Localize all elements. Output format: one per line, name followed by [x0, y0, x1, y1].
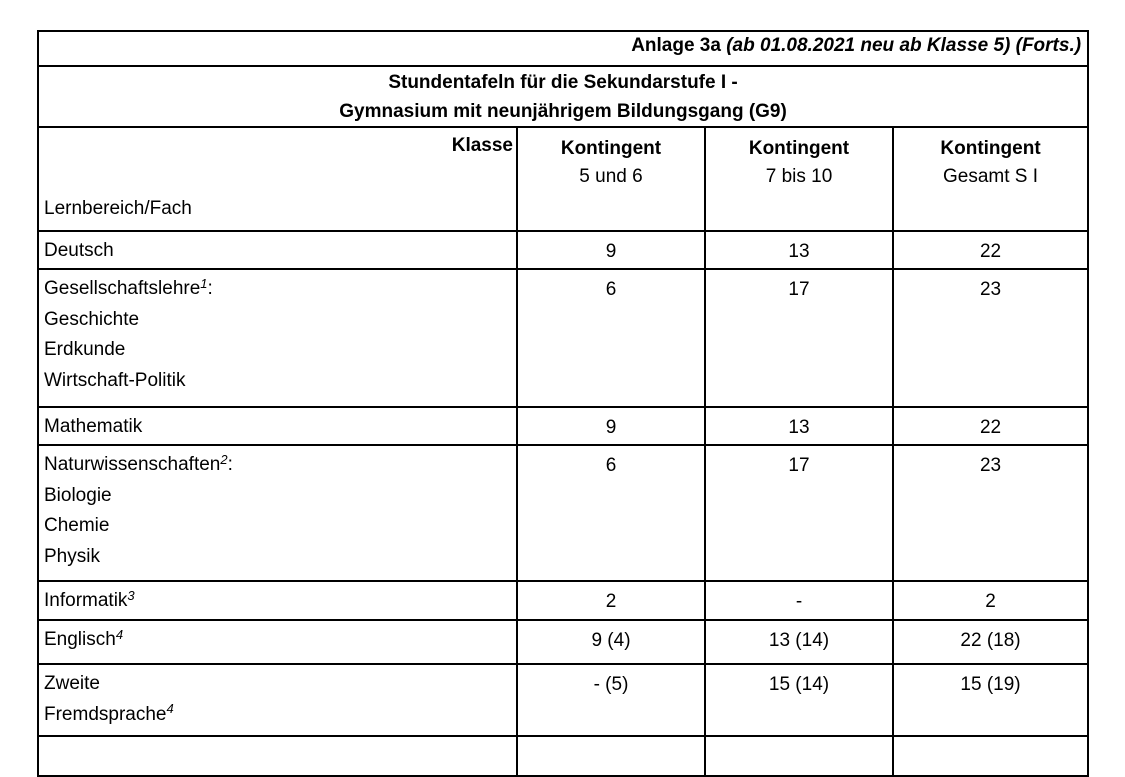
lernbereich-fach-label: Lernbereich/Fach: [44, 198, 192, 219]
column-header-kontingent-gesamt: [893, 127, 1088, 231]
document-title: [38, 66, 1088, 127]
value-cell: 13: [705, 407, 893, 445]
subject-cell: [38, 231, 517, 269]
subject-cell: [38, 664, 517, 736]
table-row-partial: [38, 736, 1088, 776]
value-cell: [705, 736, 893, 776]
subject-cell: [38, 736, 517, 776]
footnote-marker: 2: [220, 451, 228, 467]
table-row: [38, 445, 1088, 581]
subject-cell: [38, 620, 517, 664]
value-cell: 6: [517, 445, 705, 581]
value-cell: 13: [705, 231, 893, 269]
value-cell: 23: [893, 445, 1088, 581]
subject-line: Deutsch: [44, 240, 114, 261]
value-cell: [517, 736, 705, 776]
stundentafel-table: [37, 30, 1089, 777]
column-header-kontingent-5-6: [517, 127, 705, 231]
anlage-label: Anlage 3a: [631, 35, 721, 56]
footnote-marker: 4: [166, 701, 174, 717]
footnote-marker: 3: [127, 587, 135, 603]
value-cell: 2: [517, 581, 705, 620]
subject-line: Geschichte: [44, 308, 140, 330]
value-cell: 17: [705, 269, 893, 407]
subject-cell: [38, 407, 517, 445]
value-cell: 15 (19): [893, 664, 1088, 736]
table-row: [38, 231, 1088, 269]
subject-line: Wirtschaft-Politik: [44, 369, 186, 391]
subject-line: Fremdsprache$^4$: [44, 701, 174, 725]
subject-line: Naturwissenschaften$^2$:: [44, 451, 233, 475]
value-cell: 6: [517, 269, 705, 407]
table-row: [38, 620, 1088, 664]
table-row: [38, 664, 1088, 736]
subject-cell: [38, 445, 517, 581]
corner-header-cell: [38, 127, 517, 231]
title-line-1: Stundentafeln für die Sekundarstufe I -: [388, 72, 738, 93]
subject-cell: [38, 269, 517, 407]
table-body: [38, 231, 1088, 776]
value-cell: - (5): [517, 664, 705, 736]
subject-line: Mathematik: [44, 416, 143, 437]
anlage-header: [38, 31, 1088, 66]
table-row: [38, 581, 1088, 620]
title-row: [38, 66, 1088, 127]
column-header-label: Kontingent: [748, 138, 850, 159]
subject-line: Physik: [44, 545, 100, 567]
subject-line: Informatik$^3$: [44, 587, 135, 611]
value-cell: 22: [893, 231, 1088, 269]
column-header-kontingent-7-10: [705, 127, 893, 231]
column-header-sublabel: 5 und 6: [579, 166, 643, 187]
column-header-sublabel: 7 bis 10: [765, 166, 833, 187]
value-cell: 23: [893, 269, 1088, 407]
subject-line: Gesellschaftslehre$^1$:: [44, 275, 213, 299]
value-cell: [893, 736, 1088, 776]
value-cell: 15 (14): [705, 664, 893, 736]
table-row: [38, 269, 1088, 407]
footnote-marker: 1: [200, 275, 208, 291]
table-row: [38, 407, 1088, 445]
value-cell: 9: [517, 407, 705, 445]
subject-line: Erdkunde: [44, 339, 126, 360]
column-header-label: Kontingent: [940, 138, 1041, 159]
anlage-row: [38, 31, 1088, 66]
subject-line: Englisch$^4$: [44, 626, 124, 650]
value-cell: 13 (14): [705, 620, 893, 664]
value-cell: 9 (4): [517, 620, 705, 664]
subject-cell: [38, 581, 517, 620]
subject-line: Chemie: [44, 515, 110, 536]
klasse-label: Klasse: [451, 135, 513, 156]
anlage-note: (ab 01.08.2021 neu ab Klasse 5) (Forts.): [726, 35, 1082, 56]
subject-line: Biologie: [44, 484, 112, 506]
title-line-2: Gymnasium mit neunjährigem Bildungsgang (G9): [339, 101, 787, 122]
value-cell: 9: [517, 231, 705, 269]
value-cell: 2: [893, 581, 1088, 620]
value-cell: 22: [893, 407, 1088, 445]
value-cell: -: [705, 581, 893, 620]
column-header-row: [38, 127, 1088, 231]
footnote-marker: 4: [115, 626, 124, 642]
subject-line: Zweite: [44, 673, 100, 694]
value-cell: 22 (18): [893, 620, 1088, 664]
column-header-label: Kontingent: [560, 138, 662, 159]
column-header-sublabel: Gesamt S I: [943, 166, 1039, 187]
value-cell: 17: [705, 445, 893, 581]
